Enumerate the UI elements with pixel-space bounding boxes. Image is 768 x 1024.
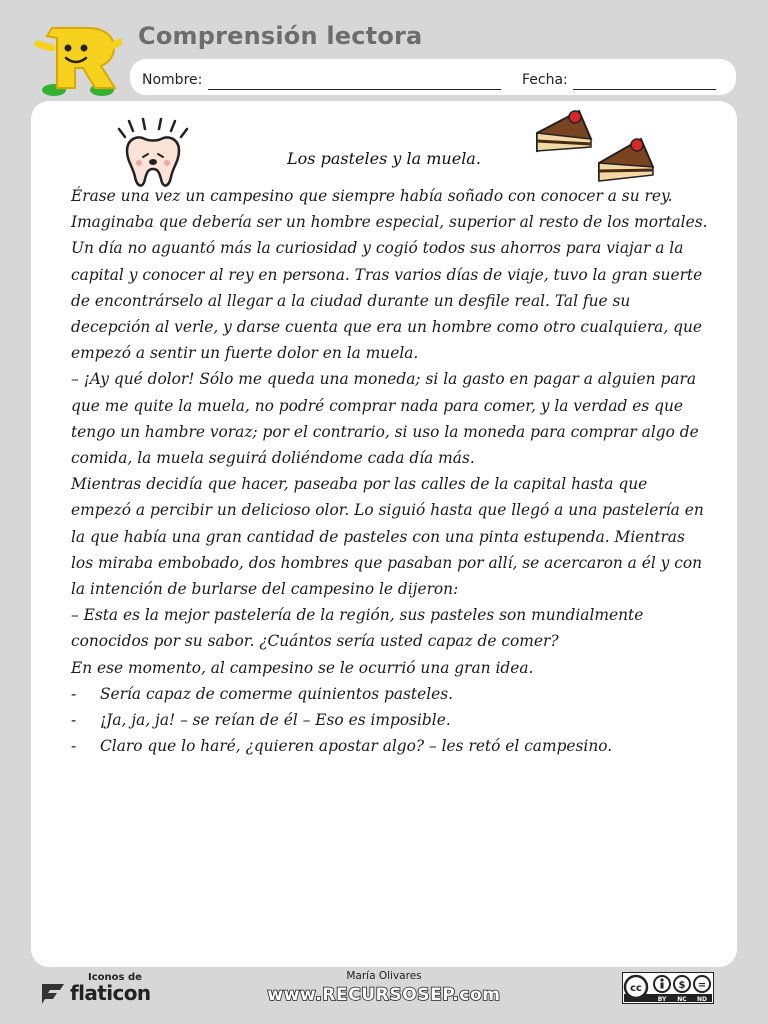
svg-text:$: $ <box>678 980 686 991</box>
dialogue-line <box>71 733 711 759</box>
story-paragraph: – ¡Ay qué dolor! Sólo me queda una moneda; si la gasto en pagar a alguien para que me quite la muela, no podré comprar nada para comer, y la verdad es que tengo un hambre voraz; por el contrario, si uso la moneda para comprar algo de comida, la muela seguirá doliéndome cada día más. <box>71 370 699 468</box>
dialogue-text: Sería capaz de comerme quinientos pasteles. <box>100 684 454 703</box>
reading-sheet <box>31 101 737 967</box>
author-name: María Olivares <box>346 970 422 982</box>
dialogue-marker: - <box>71 711 77 730</box>
story-title: Los pasteles y la muela. <box>287 149 481 168</box>
license-badge: ND <box>696 996 708 1003</box>
license-badge: BY <box>657 996 667 1003</box>
icons-credit-label: Iconos de <box>88 972 142 983</box>
dialogue-line <box>71 707 711 733</box>
dialogue-marker: - <box>71 684 77 703</box>
dialogue-text: Claro que lo haré, ¿quieren apostar algo? – les retó el campesino. <box>100 737 613 756</box>
story-paragraph: En ese momento, al campesino se le ocurrió una gran idea. <box>71 658 534 677</box>
date-label: Fecha: <box>522 72 568 88</box>
svg-text:=: = <box>697 980 707 991</box>
website-link[interactable]: www.RECURSOSEP.com <box>267 985 501 1005</box>
letter-r-mascot-icon <box>30 18 122 98</box>
name-field[interactable] <box>208 89 501 90</box>
story-text <box>71 183 711 759</box>
dialogue-text: ¡Ja, ja, ja! – se reían de él – Eso es imposible. <box>100 711 451 730</box>
dialogue-marker: - <box>71 737 77 756</box>
story-paragraph: Mientras decidía que hacer, paseaba por las calles de la capital hasta que empezó a percibir un delicioso olor. Lo siguió hasta que llegó a una pastelería en la que había una gran cantidad de pasteles con una pinta estupenda. Mientras los miraba embobado, dos hombres que pasaban por allí, se acercaron a él y con la intención de burlarse del campesino le dijeron: <box>71 475 704 599</box>
svg-text:cc: cc <box>630 983 642 994</box>
story-paragraph: Érase una vez un campesino que siempre había soñado con conocer a su rey. Imaginaba que debería ser un hombre especial, superior al resto de los mortales. <box>71 187 708 232</box>
date-field[interactable] <box>573 89 716 90</box>
name-date-bar <box>130 59 736 95</box>
dialogue-line <box>71 681 711 707</box>
creative-commons-icon <box>622 972 714 1004</box>
cake-slices-icon <box>531 103 661 183</box>
flaticon-brand: flaticon <box>70 981 151 1005</box>
story-paragraph: – Esta es la mejor pastelería de la región, sus pasteles son mundialmente conocidos por su sabor. ¿Cuántos sería usted capaz de comer? <box>71 606 644 651</box>
page-title: Comprensión lectora <box>138 22 423 50</box>
name-label: Nombre: <box>142 72 203 88</box>
story-paragraph: Un día no aguantó más la curiosidad y cogió todos sus ahorros para viajar a la capital y conocer al rey en persona. Tras varios días de viaje, tuvo la gran suerte de encontrárselo al llegar a la ciudad durante un desfile real. Tal fue su decepción al verle, y darse cuenta que era un hombre como otro cualquiera, que empezó a sentir un fuerte dolor en la muela. <box>71 239 703 363</box>
license-badge: NC <box>677 996 687 1003</box>
